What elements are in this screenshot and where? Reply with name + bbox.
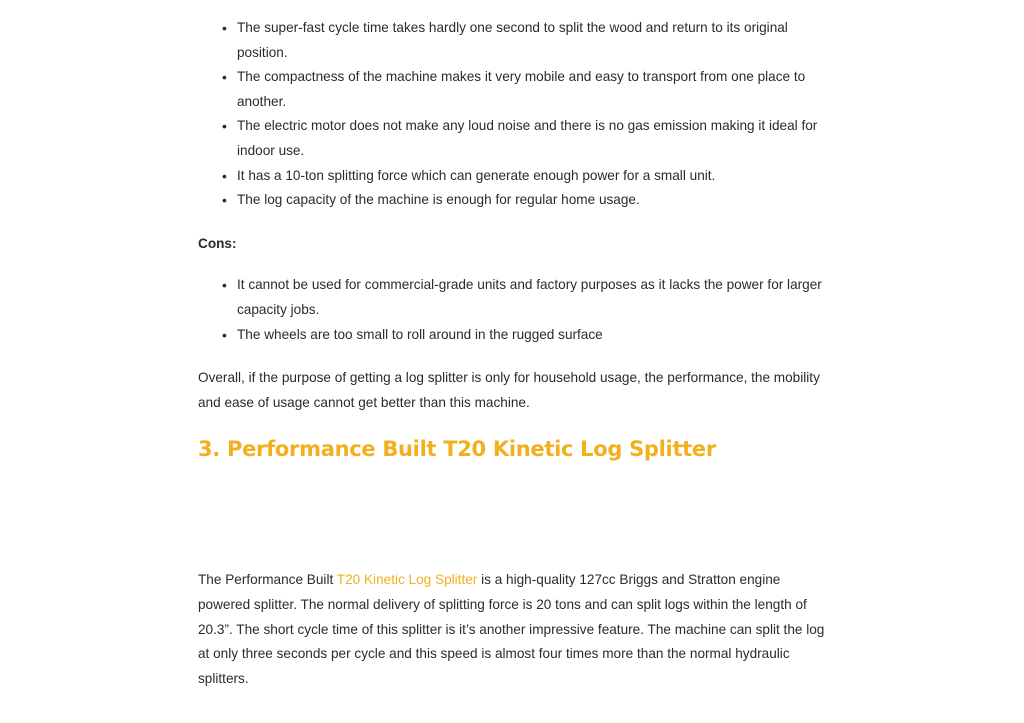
- description-text-start: The Performance Built: [198, 572, 337, 588]
- article-content: [198, 16, 826, 691]
- image-placeholder: [198, 464, 826, 568]
- list-item: • The log capacity of the machine is enough for regular home usage.: [237, 188, 826, 213]
- list-item: • The wheels are too small to roll around in the rugged surface: [237, 323, 826, 348]
- description-text-end: is a high-quality 127cc Briggs and Stratton engine powered splitter. The normal delivery of splitting force is 20 tons and can split logs within the length of 20.3”. The short cycle time of this splitter is it’s another impressive feature. The machine can split the log at only three seconds per cycle and this speed is almost four times more than the normal hydraulic splitters.: [198, 572, 825, 686]
- cons-label: Cons:: [198, 235, 237, 251]
- pros-list: [198, 16, 826, 213]
- list-item: • The super-fast cycle time takes hardly one second to split the wood and return to its original position.: [237, 16, 826, 65]
- product-link[interactable]: T20 Kinetic Log Splitter: [336, 572, 478, 588]
- section-heading: 3. Performance Built T20 Kinetic Log Splitter: [198, 437, 716, 462]
- product-description: [198, 568, 826, 691]
- list-item: • It has a 10-ton splitting force which can generate enough power for a small unit.: [237, 164, 826, 189]
- list-item: • The compactness of the machine makes it very mobile and easy to transport from one place to another.: [237, 65, 826, 114]
- overall-paragraph: Overall, if the purpose of getting a log splitter is only for household usage, the performance, the mobility and ease of usage cannot get better than this machine.: [198, 370, 820, 410]
- list-item: • It cannot be used for commercial-grade units and factory purposes as it lacks the power for larger capacity jobs.: [237, 273, 826, 322]
- list-item: • The electric motor does not make any loud noise and there is no gas emission making it ideal for indoor use.: [237, 114, 826, 163]
- cons-list: [198, 273, 826, 347]
